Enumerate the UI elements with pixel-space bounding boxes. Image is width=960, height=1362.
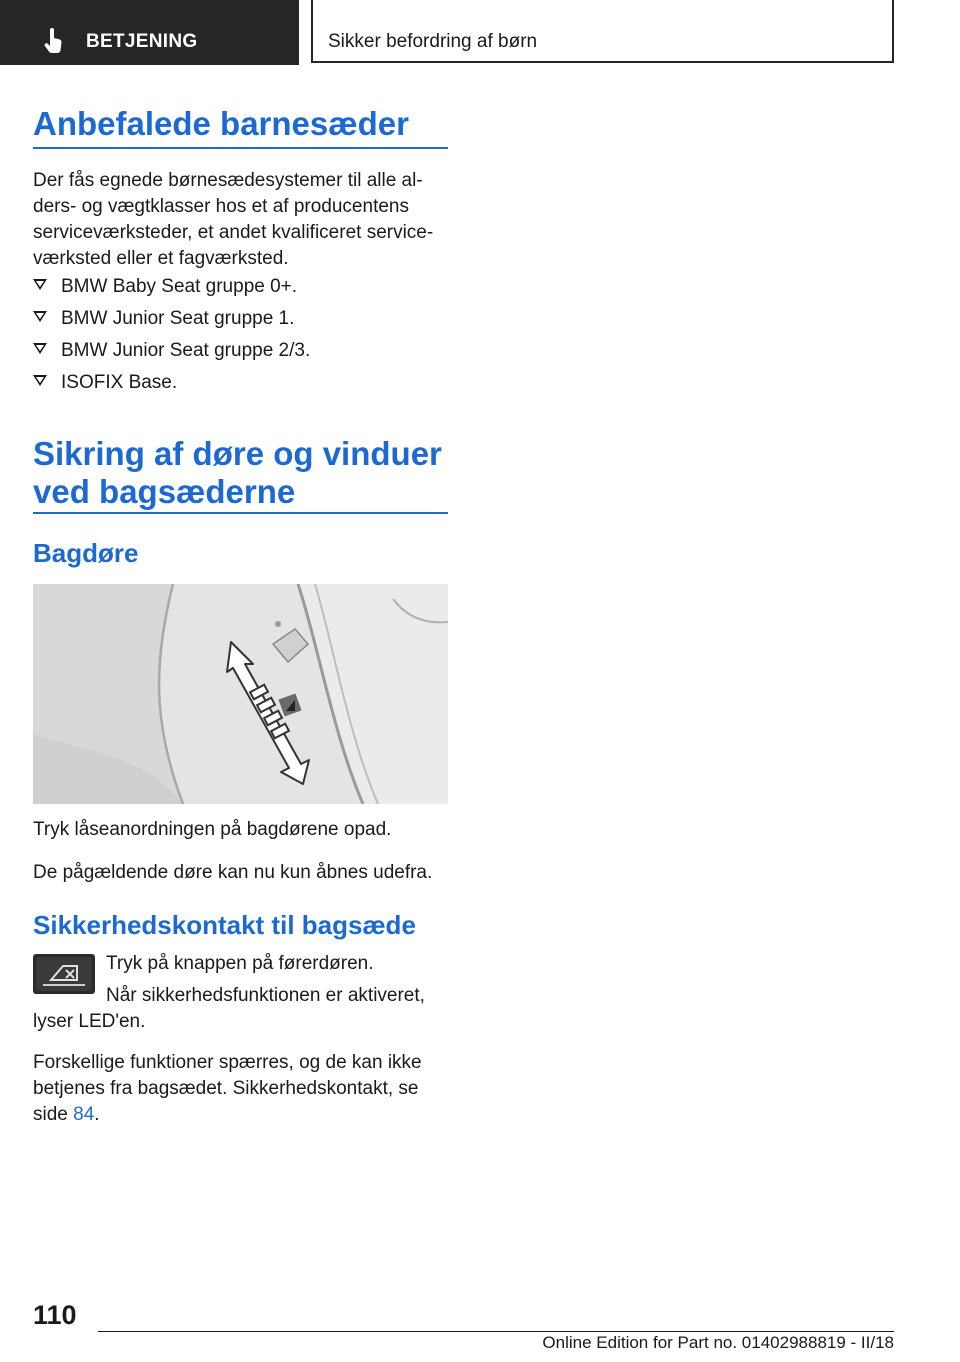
edition-note: Online Edition for Part no. 01402988819 - II/18	[542, 1333, 894, 1352]
subheading-rear-safety-switch: Sikkerhedskontakt til bagsæde	[33, 910, 416, 940]
text-line: serviceværksteder, et andet kvalificeret service‐	[33, 222, 434, 243]
list-item: BMW Baby Seat gruppe 0+.	[33, 274, 297, 300]
safety-function-paragraph: Forskellige funktioner spærres, og de kan ikke betjenes fra bagsædet. Sikkerhedskontakt, se side 84.	[33, 1052, 422, 1125]
list-item: ISOFIX Base.	[33, 370, 177, 396]
chapter-title: Sikker befordring af børn	[328, 31, 538, 52]
section-label: BETJENING	[86, 31, 198, 52]
list-item: BMW Junior Seat gruppe 2/3.	[33, 338, 310, 364]
heading-rule	[33, 147, 448, 149]
section-tab	[0, 0, 299, 65]
chapter-header	[311, 0, 894, 63]
list-item: BMW Junior Seat gruppe 1.	[33, 306, 294, 332]
text-line: værksted eller et fagværksted.	[33, 248, 289, 269]
text-line: Der fås egnede børnesædesystemer til alle al‐	[33, 170, 423, 191]
subheading-rear-doors: Bagdøre	[33, 538, 139, 568]
hand-pointer-icon	[44, 28, 64, 54]
door-instruction: Tryk låseanordningen på bagdørene opad.	[33, 819, 392, 840]
triangle-bullet-icon	[33, 311, 47, 322]
triangle-bullet-icon	[33, 343, 47, 354]
safety-instruction: Tryk på knappen på førerdøren.	[106, 953, 374, 974]
rear-door-lock-illustration	[33, 584, 448, 804]
intro-paragraph	[33, 168, 448, 272]
heading-rule	[33, 512, 448, 514]
triangle-bullet-icon	[33, 279, 47, 290]
door-result: De pågældende døre kan nu kun åbnes udefra.	[33, 862, 433, 883]
safety-led-note: Når sikkerhedsfunktionen er aktiveret, lyser LED'en.	[33, 985, 425, 1032]
triangle-bullet-icon	[33, 375, 47, 386]
text-line: ders- og vægtklasser hos et af producentens	[33, 196, 409, 217]
heading-recommended-child-seats: Anbefalede barnesæder	[33, 105, 409, 142]
footer-rule	[98, 1331, 894, 1332]
page-reference-link[interactable]: 84	[73, 1104, 95, 1125]
heading-securing-doors-windows: Sikring af døre og vinduer ved bagsæderne	[33, 435, 442, 510]
page-number: 110	[33, 1300, 77, 1330]
